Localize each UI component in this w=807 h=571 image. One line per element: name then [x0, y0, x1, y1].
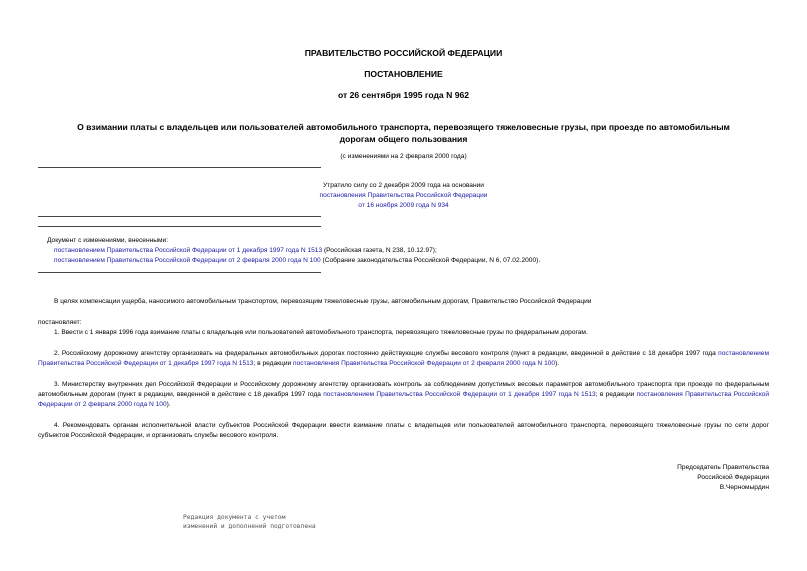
document-title: О взимании платы с владельцев или пользователей автомобильного транспорта, перевозящего тяжеловесные грузы, при проезде по автомобильным дорогам общего пользования [77, 122, 730, 144]
repeal-link[interactable] [280, 191, 527, 211]
paragraph-2-link-1[interactable]: постановлением Правительства Российской Федерации от 1 декабря 1997 года N 1513 [38, 350, 769, 367]
document-type: ПОСТАНОВЛЕНИЕ [364, 69, 443, 79]
paragraph-3 [38, 380, 769, 410]
divider [38, 272, 321, 273]
repeal-link-line2[interactable]: от 16 ноября 2009 года N 934 [358, 202, 449, 209]
paragraph-3-text: ). [166, 401, 171, 408]
amendment-source: (Российская газета, N 238, 10.12.97); [322, 247, 437, 254]
divider [38, 167, 321, 168]
paragraph-3-link-2[interactable]: постановления Правительства Российской Федерации от 2 февраля 2000 года N 100 [38, 391, 770, 408]
paragraph-2 [38, 349, 769, 369]
paragraph-2-text: 2. Российскому дорожному агентству организовать на федеральных автомобильных дорогах постоянно действующие службы весового контроля (пункт в редакции, введенной в действие с 18 декабря 1997 года [54, 350, 719, 357]
signature-title: Председатель Правительства [677, 464, 769, 471]
paragraph-3-link-1[interactable]: постановлением Правительства Российской Федерации от 1 декабря 1997 года N 1513 [323, 391, 596, 398]
edition-note-line2: изменений и дополнений подготовлена [183, 523, 316, 530]
paragraph-1: 1. Ввести с 1 января 1996 года взимание платы с владельцев или пользователей автомобильного транспорта, перевозящего тяжеловесные грузы по федеральным дорогам. [54, 329, 588, 336]
government-heading: ПРАВИТЕЛЬСТВО РОССИЙСКОЙ ФЕДЕРАЦИИ [304, 48, 503, 58]
document-date-number: от 26 сентября 1995 года N 962 [337, 90, 470, 100]
preamble: В целях компенсации ущерба, наносимого автомобильным транспортом, перевозящим тяжеловесные грузы, автомобильным дорогам, Правительство Российской Федерации [54, 298, 592, 305]
amendments-block [47, 236, 787, 266]
amendment-item [47, 246, 787, 256]
paragraph-3-text: ; в редакции [595, 391, 637, 398]
paragraph-2-text: ; в редакции [253, 360, 294, 367]
amendment-link[interactable]: постановлением Правительства Российской Федерации от 2 февраля 2000 года N 100 [54, 257, 321, 264]
paragraph-4: 4. Рекомендовать органам исполнительной власти субъектов Российской Федерации ввести взимание платы с владельцев или пользователей автомобильного транспорта, перевозящего тяжеловесные грузы по сети дорог субъектов Российской Федерации, и организовать службы весового контроля. [38, 422, 769, 439]
divider [38, 216, 321, 217]
repeal-notice [280, 181, 527, 211]
paragraph-2-text: ). [555, 360, 560, 367]
signature-country: Российской Федерации [697, 474, 769, 481]
repeal-text: Утратило силу со 2 декабря 2009 года на основании [323, 182, 484, 189]
paragraph-2-link-2[interactable]: постановления Правительства Российской Федерации от 2 февраля 2000 года N 100 [293, 360, 556, 367]
resolves-word: постановляет: [38, 319, 82, 326]
signature-name: В.Черномырдин [719, 484, 769, 491]
paragraph-3-text: 3. Министерству внутренних дел Российской Федерации и Российскому дорожному агентству организовать контроль за соблюдением допустимых весовых параметров автомобильного транспорта при проезде по федеральным автомобильным дорогам (пункт в редакции, введенной в действие с 18 декабря 1997 года [38, 381, 769, 398]
amendment-source: (Собрание законодательства Российской Федерации, N 6, 07.02.2000). [320, 257, 541, 264]
edition-note [183, 513, 316, 531]
divider [38, 226, 321, 227]
signature-block [677, 463, 769, 493]
amendment-note: (с изменениями на 2 февраля 2000 года) [340, 153, 467, 160]
repeal-link-line1[interactable]: постановления Правительства Российской Федерации [319, 192, 488, 199]
amendments-intro: Документ с изменениями, внесенными: [47, 237, 169, 244]
edition-note-line1: Редакция документа с учетом [183, 514, 286, 521]
amendment-link[interactable]: постановлением Правительства Российской Федерации от 1 декабря 1997 года N 1513 [54, 247, 323, 254]
amendment-item [47, 256, 787, 266]
